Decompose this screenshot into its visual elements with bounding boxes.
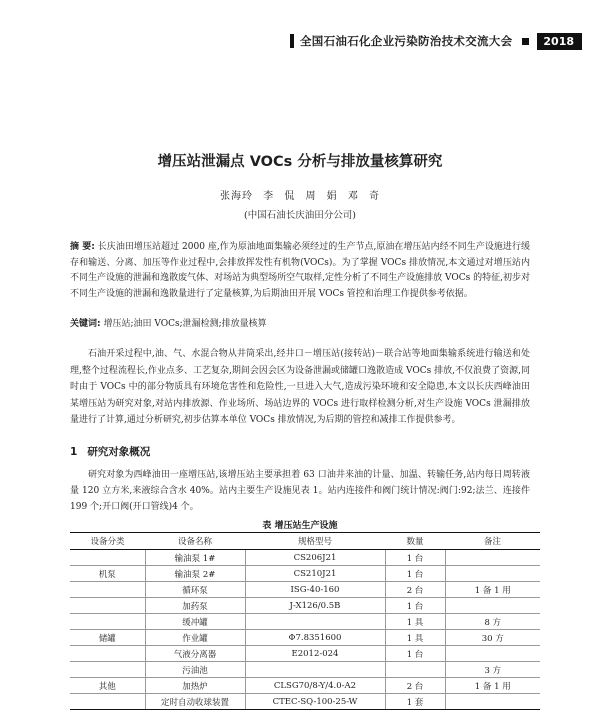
table-cell: 加药泵 — [145, 598, 245, 614]
table-cell: Φ7.8351600 — [245, 630, 385, 646]
table-row — [70, 582, 540, 598]
table-cell — [445, 694, 540, 710]
col-header: 规格型号 — [245, 533, 385, 550]
facilities-table — [70, 532, 540, 710]
table-cell — [70, 582, 145, 598]
table-cell: E2012-024 — [245, 646, 385, 662]
table-row — [70, 550, 540, 566]
table-cell: 输油泵 1# — [145, 550, 245, 566]
table-cell: 8 方 — [445, 614, 540, 630]
abstract — [70, 240, 530, 302]
table-row — [70, 678, 540, 694]
table-cell: 2 台 — [385, 582, 445, 598]
table-cell — [445, 598, 540, 614]
table-cell: CS206J21 — [245, 550, 385, 566]
table-cell: 1 台 — [385, 566, 445, 582]
table-cell — [70, 646, 145, 662]
table-cell: 1 备 1 用 — [445, 582, 540, 598]
table-cell: 30 方 — [445, 630, 540, 646]
table-cell — [385, 662, 445, 678]
table-cell: CLSG70/8-Y/4.0-A2 — [245, 678, 385, 694]
keywords-label: 关键词: — [70, 319, 101, 329]
col-header: 设备分类 — [70, 533, 145, 550]
section-heading — [70, 444, 160, 459]
keywords-text: 增压站;油田 VOCs;泄漏检测;排放量核算 — [103, 319, 267, 329]
table-cell: 气液分离器 — [145, 646, 245, 662]
table-cell — [70, 550, 145, 566]
col-header: 设备名称 — [145, 533, 245, 550]
table-cell: CS210J21 — [245, 566, 385, 582]
table-header-row — [70, 533, 540, 550]
table-cell — [70, 614, 145, 630]
table-cell: CTEC-SQ-100-25-W — [245, 694, 385, 710]
table-cell: 1 套 — [385, 694, 445, 710]
table-cell: 污油池 — [145, 662, 245, 678]
table-cell — [70, 694, 145, 710]
table-cell: 加热炉 — [145, 678, 245, 694]
section-title: 研究对象概况 — [87, 446, 151, 458]
table-cell — [70, 662, 145, 678]
authors: 张海玲 李 侃 周 娟 邓 奇 — [219, 191, 381, 202]
table-cell: 缓冲罐 — [145, 614, 245, 630]
table-cell — [245, 662, 385, 678]
table-row — [70, 694, 540, 710]
section-number: 1 — [70, 446, 78, 458]
table-cell — [445, 566, 540, 582]
table-cell: 1 台 — [385, 598, 445, 614]
table-caption: 表 增压站生产设施 — [262, 521, 338, 531]
table-row — [70, 630, 540, 646]
table-cell: 1 具 — [385, 614, 445, 630]
table-row — [70, 614, 540, 630]
table-cell — [445, 646, 540, 662]
table-cell: 机泵 — [70, 566, 145, 582]
header-square-mark — [522, 38, 529, 45]
table-cell — [245, 614, 385, 630]
intro-paragraph: 石油开采过程中,油、气、水混合物从井筒采出,经井口－增压站(接转站)－联合站等地面集输系统进行输送和处理,整个过程流程长,作业点多、工艺复杂,期间会因会区为设备泄漏或储罐口逸散造成 VOCs 排放,不仅浪费了资源,同时由于 VOCs 中的部分物质具有环境危害性和危险性,一旦进入大气,造成污染环境和安全隐患,本文以长庆西峰油田某增压站为研究对象,对站内排放源、作业场所、场站边界的 VOCs 进行取样检测分析,对生产设施 VOCs 泄漏排放量进行了计算,通过分析研究,初步估算本单位 VOCs 排放情况,为后期的管控和减排工作提供参考。 — [70, 349, 530, 425]
abstract-text: 长庆油田增压站超过 2000 座,作为原油地面集输必须经过的生产节点,原油在增压站内经不同生产设施进行缓存和输送、分离、加压等作业过程中,会排放挥发性有机物(VOCs)。为了掌握 VOCs 排放情况,本文通过对增压站内不同生产设施的泄漏和逸散废气体、对场站为典型场所空气取样,定性分析了不同生产设施排放 VOCs 的特征,初步对不同生产设施的泄漏和逸散量进行了定量核算,为后期油田开展 VOCs 管控和治理工作提供参考依据。 — [70, 242, 530, 299]
table-cell: J-X126/0.5B — [245, 598, 385, 614]
table-cell: 2 台 — [385, 678, 445, 694]
body-paragraph: 研究对象为西峰油田一座增压站,该增压站主要承担着 63 口油井来油的计量、加温、转输任务,站内每日周转液量 120 立方米,来液综合含水 40%。站内主要生产设施见表 1。站内连接件和阀门统计情况:阀门:92;法兰、连接件 199 个;开口阀(开口管线)4 个。 — [70, 470, 530, 512]
table-cell — [70, 598, 145, 614]
table-cell: 作业罐 — [145, 630, 245, 646]
table-cell: 1 台 — [385, 646, 445, 662]
paper-title: 增压站泄漏点 VOCs 分析与排放量核算研究 — [157, 154, 443, 170]
table-cell: 1 具 — [385, 630, 445, 646]
table-row — [70, 598, 540, 614]
col-header: 数量 — [385, 533, 445, 550]
table-cell: 定时自动收球装置 — [145, 694, 245, 710]
table-cell — [445, 550, 540, 566]
table-row — [70, 646, 540, 662]
table-cell: 1 台 — [385, 550, 445, 566]
table-cell: 循环泵 — [145, 582, 245, 598]
affiliation: (中国石油长庆油田分公司) — [244, 210, 356, 221]
table-row — [70, 662, 540, 678]
running-header — [290, 30, 600, 52]
table-cell: 其他 — [70, 678, 145, 694]
conference-name: 全国石油石化企业污染防治技术交流大会 — [300, 34, 513, 48]
table-cell: 3 方 — [445, 662, 540, 678]
table-cell: 输油泵 2# — [145, 566, 245, 582]
table-row — [70, 566, 540, 582]
table-cell: 储罐 — [70, 630, 145, 646]
header-bar-mark — [290, 34, 294, 48]
col-header: 备注 — [445, 533, 540, 550]
conference-year: 2018 — [537, 33, 582, 50]
table-cell: 1 备 1 用 — [445, 678, 540, 694]
keywords — [70, 316, 530, 329]
table-cell: ISG-40-160 — [245, 582, 385, 598]
abstract-label: 摘 要: — [70, 242, 95, 252]
